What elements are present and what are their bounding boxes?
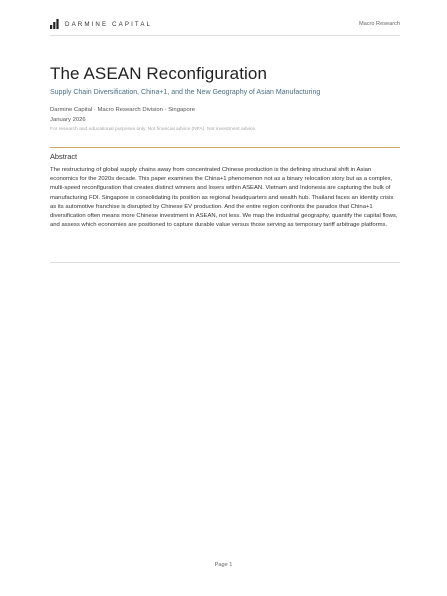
brand <box>50 19 152 29</box>
header-divider <box>50 35 400 36</box>
brand-name: DARMINE CAPITAL <box>65 20 153 28</box>
abstract-bottom-divider <box>50 262 400 263</box>
document-title: The ASEAN Reconfiguration <box>50 64 268 83</box>
section-label: Macro Research <box>358 21 400 27</box>
page-number: Page 1 <box>214 562 233 568</box>
document-subtitle: Supply Chain Diversification, China+1, and the New Geography of Asian Manufacturing <box>50 89 321 96</box>
author-line: Darmine Capital · Macro Research Division · Singapore <box>50 107 196 113</box>
bar-chart-logo-icon <box>50 19 59 29</box>
abstract-body: The restructuring of global supply chains away from concentrated Chinese production is the defining structural shift in Asian economics for the 2020s decade. This paper examines the China+1 phenomenon not as a binary relocation story but as a complex, multi-speed reconfiguration that creates distinct winners and losers within ASEAN. Vietnam and Indonesia are capturing the bulk of manufacturing FDI. Singapore is consolidating its position as regional headquarters and wealth hub. Thailand faces an identity crisis as its automotive franchise is disrupted by Chinese EV production. And the entire region confronts the paradox that China+1 diversification often means more Chinese investment in ASEAN, not less. We map the industrial geography, quantify the capital flows, and assess which economies are positioned to capture durable value versus those serving as temporary tariff arbitrage platforms. <box>50 167 398 229</box>
disclaimer: For research and educational purposes only. Not financial advice (NFA). Not investment advice. <box>50 127 257 132</box>
abstract-heading: Abstract <box>50 152 78 161</box>
publication-date: January 2026 <box>50 117 86 123</box>
abstract-divider <box>50 147 400 148</box>
page-header <box>50 17 400 31</box>
